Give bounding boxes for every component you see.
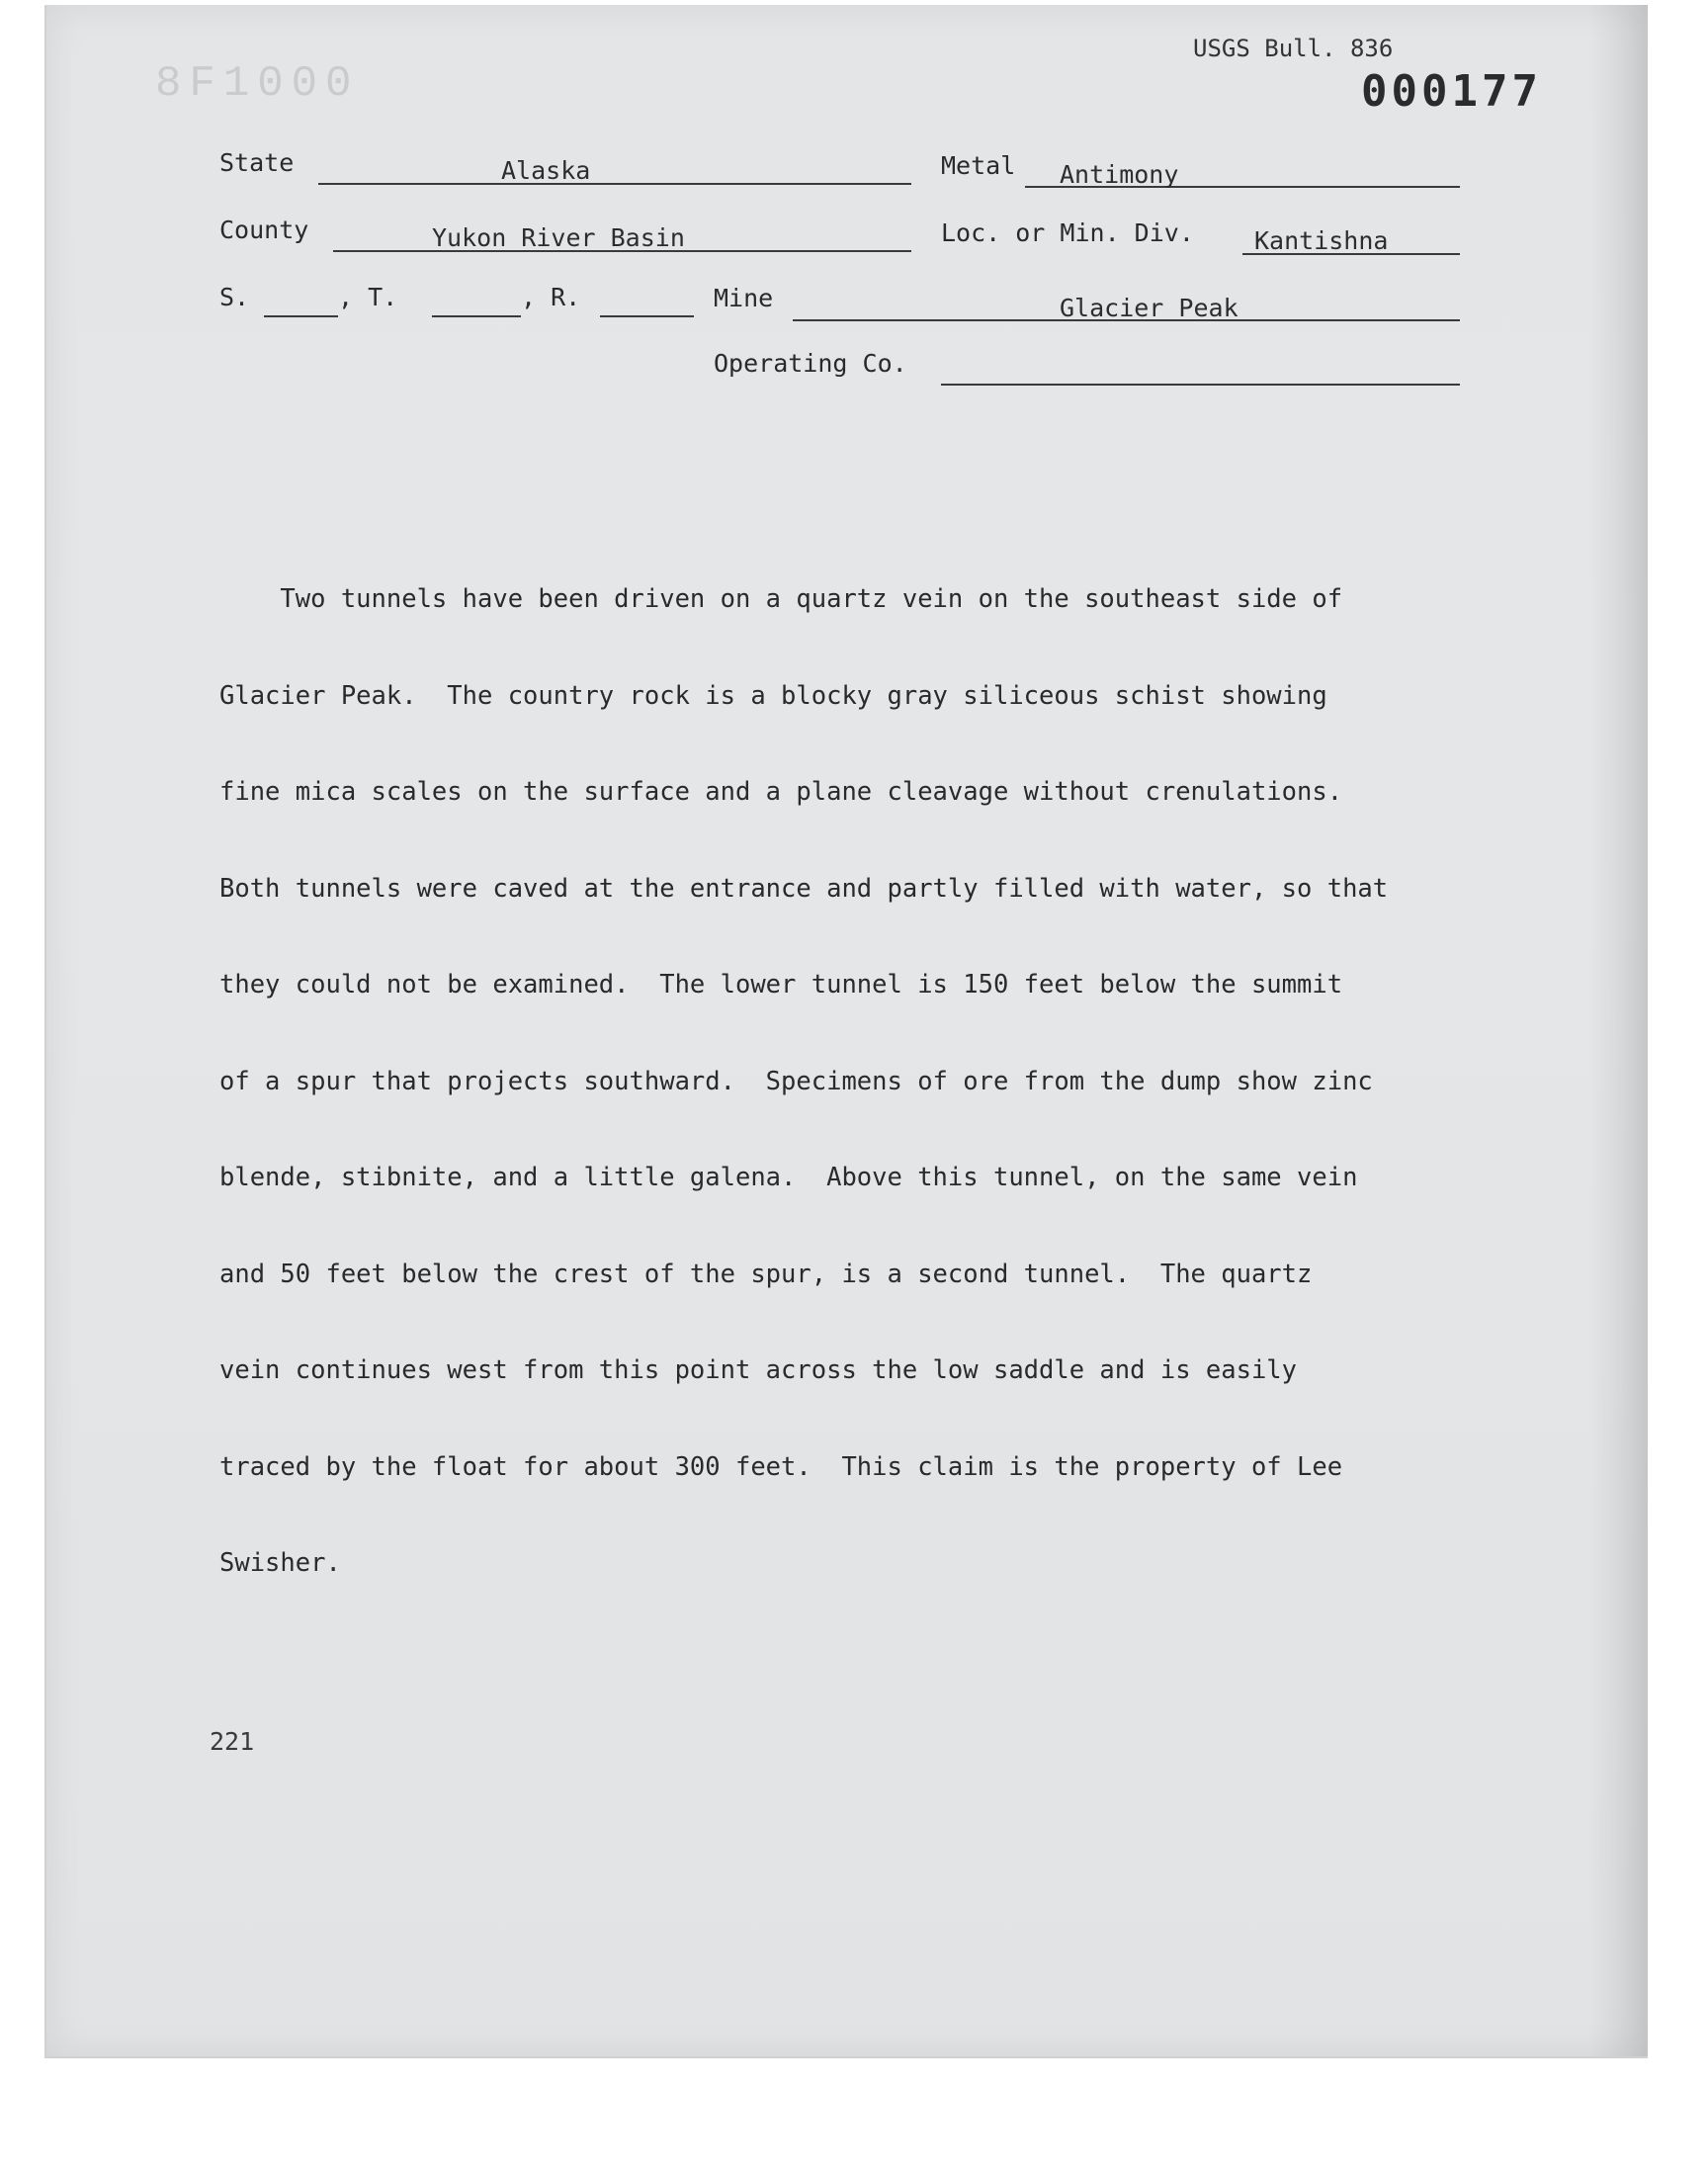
paragraph-line: they could not be examined. The lower tunnel is 150 feet below the summit bbox=[219, 970, 1343, 1000]
paragraph-line: vein continues west from this point across the low saddle and is easily bbox=[219, 1355, 1298, 1385]
range-line bbox=[600, 315, 694, 317]
bulletin-reference: USGS Bull. 836 bbox=[1193, 35, 1394, 62]
document-number: 000177 bbox=[1361, 66, 1542, 117]
faint-stamp-number: 8F1000 bbox=[155, 59, 360, 109]
loc-value: Kantishna bbox=[1254, 226, 1389, 255]
mine-value: Glacier Peak bbox=[1060, 294, 1238, 322]
section-label: S. bbox=[219, 283, 250, 311]
county-value: Yukon River Basin bbox=[432, 223, 685, 252]
paragraph-line: and 50 feet below the crest of the spur, is a second tunnel. The quartz bbox=[219, 1259, 1313, 1289]
loc-label: Loc. or Min. Div. bbox=[941, 218, 1194, 247]
range-label: , R. bbox=[521, 283, 581, 311]
description-paragraph bbox=[219, 519, 1544, 1644]
paragraph-line: Both tunnels were caved at the entrance and partly filled with water, so that bbox=[219, 873, 1389, 904]
section-line bbox=[264, 315, 338, 317]
metal-label: Metal bbox=[941, 151, 1016, 180]
document-page bbox=[44, 5, 1648, 2058]
operating-co-line bbox=[941, 384, 1460, 386]
page-number: 221 bbox=[210, 1727, 255, 1756]
township-line bbox=[432, 315, 521, 317]
county-label: County bbox=[219, 216, 309, 244]
paragraph-line: Glacier Peak. The country rock is a blocky gray siliceous schist showing bbox=[219, 680, 1327, 711]
state-value: Alaska bbox=[501, 156, 591, 185]
mine-label: Mine bbox=[714, 284, 774, 312]
paragraph-line: fine mica scales on the surface and a plane cleavage without crenulations. bbox=[219, 777, 1343, 807]
paragraph-line: Two tunnels have been driven on a quartz vein on the southeast side of bbox=[219, 584, 1343, 614]
paragraph-line: Swisher. bbox=[219, 1548, 341, 1578]
township-label: , T. bbox=[338, 283, 398, 311]
paragraph-line: blende, stibnite, and a little galena. Above this tunnel, on the same vein bbox=[219, 1163, 1358, 1192]
state-label: State bbox=[219, 148, 295, 177]
operating-co-label: Operating Co. bbox=[714, 349, 907, 378]
paragraph-line: traced by the float for about 300 feet. This claim is the property of Lee bbox=[219, 1451, 1343, 1482]
state-line bbox=[318, 183, 911, 185]
metal-value: Antimony bbox=[1060, 160, 1179, 189]
paragraph-line: of a spur that projects southward. Specimens of ore from the dump show zinc bbox=[219, 1066, 1373, 1096]
